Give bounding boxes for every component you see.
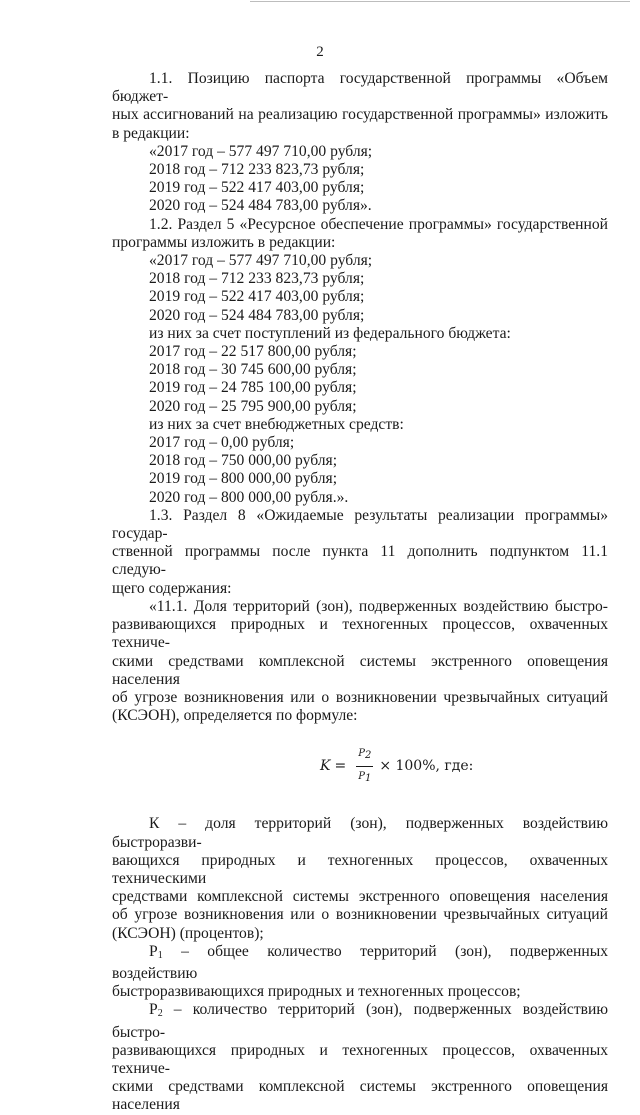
p1-line-3: в редакции: [112, 124, 190, 142]
p7-line-2: развивающихся природных и техногенных процессов, охваченных техниче- [112, 1041, 608, 1077]
p4-line-1: «11.1. Доля территорий (зон), подверженных воздействию быстро- [149, 597, 608, 615]
document-body [112, 70, 608, 1115]
formula-fraction [356, 745, 373, 788]
p5-line-5: (КСЭОН) (процентов); [112, 924, 264, 942]
p3-line-1: 1.3. Раздел 8 «Ожидаемые результаты реализации программы» государ- [112, 506, 608, 543]
p7-line-1: $Р_2$ – количество территорий (зон), подверженных воздействию быстро- [112, 1001, 608, 1041]
top-border-line [250, 1, 630, 2]
p5-line-3: средствами комплексной системы экстренного оповещения населения [112, 888, 608, 906]
p2-item: 2019 год – 24 785 100,00 рубля; [149, 379, 357, 397]
p2-item: 2018 год – 30 745 600,00 рубля; [149, 361, 357, 379]
p6-line-2: быстроразвивающихся природных и техногенных процессов; [112, 983, 521, 1001]
p2-item: из них за счет поступлений из федерального бюджета: [149, 324, 511, 342]
formula-denominator: P1 [358, 770, 372, 784]
p1-item: 2018 год – 712 233 823,73 рубля; [149, 161, 365, 179]
p2-item: 2020 год – 524 484 783,00 рубля; [149, 306, 365, 324]
page-number: 2 [316, 44, 324, 60]
p4-line-5: (КСЭОН), определяется по формуле: [112, 707, 358, 725]
p3-line-3: щего содержания: [112, 579, 232, 597]
p2-item: 2020 год – 25 795 900,00 рубля; [149, 397, 357, 415]
formula [112, 743, 608, 789]
p2-line-2: программы изложить в редакции: [112, 233, 336, 251]
p1-item: «2017 год – 577 497 710,00 рубля; [149, 142, 373, 160]
formula-equals: = [334, 758, 347, 775]
p2-item: 2020 год – 800 000,00 рубля.». [149, 488, 349, 506]
p6-line-1: $Р_1$ – общее количество территорий (зон), подверженных воздействию [112, 942, 608, 982]
formula-lhs: K [320, 758, 331, 775]
p5-line-1: К – доля территорий (зон), подверженных воздействию быстроразви- [112, 815, 608, 851]
p2-item: из них за счет внебюджетных средств: [149, 415, 404, 433]
p2-item: 2019 год – 522 417 403,00 рубля; [149, 288, 365, 306]
p1-item: 2020 год – 524 484 783,00 рубля». [149, 197, 372, 215]
formula-numerator: P2 [356, 745, 373, 767]
p3-line-2: ственной программы после пункта 11 дополнить подпунктом 11.1 следую- [112, 543, 608, 579]
p1-line-1: 1.1. Позицию паспорта государственной программы «Объем бюджет- [112, 70, 608, 106]
p5-line-2: вающихся природных и техногенных процессов, охваченных техническими [112, 851, 608, 887]
p2-item: 2018 год – 712 233 823,73 рубля; [149, 270, 365, 288]
formula-rest: × 100%, где: [379, 758, 474, 775]
p2-item: 2017 год – 22 517 800,00 рубля; [149, 343, 357, 361]
p2-item: «2017 год – 577 497 710,00 рубля; [149, 252, 373, 270]
p5-line-4: об угрозе возникновения или о возникновении чрезвычайных ситуаций [112, 906, 608, 924]
p4-line-4: об угрозе возникновения или о возникновении чрезвычайных ситуаций [112, 688, 608, 706]
p2-item: 2019 год – 800 000,00 рубля; [149, 470, 338, 488]
p4-line-3: скими средствами комплексной системы экстренного оповещения населения [112, 652, 608, 688]
p7-line-3: скими средствами комплексной системы экстренного оповещения населения [112, 1078, 608, 1114]
p1-line-2: ных ассигнований на реализацию государственной программы» изложить [112, 106, 608, 124]
p1-item: 2019 год – 522 417 403,00 рубля; [149, 179, 365, 197]
p2-item: 2017 год – 0,00 рубля; [149, 434, 295, 452]
p2-item: 2018 год – 750 000,00 рубля; [149, 452, 338, 470]
p4-line-2: развивающихся природных и техногенных процессов, охваченных техниче- [112, 616, 608, 652]
p2-line-1: 1.2. Раздел 5 «Ресурсное обеспечение программы» государственной [149, 215, 608, 233]
